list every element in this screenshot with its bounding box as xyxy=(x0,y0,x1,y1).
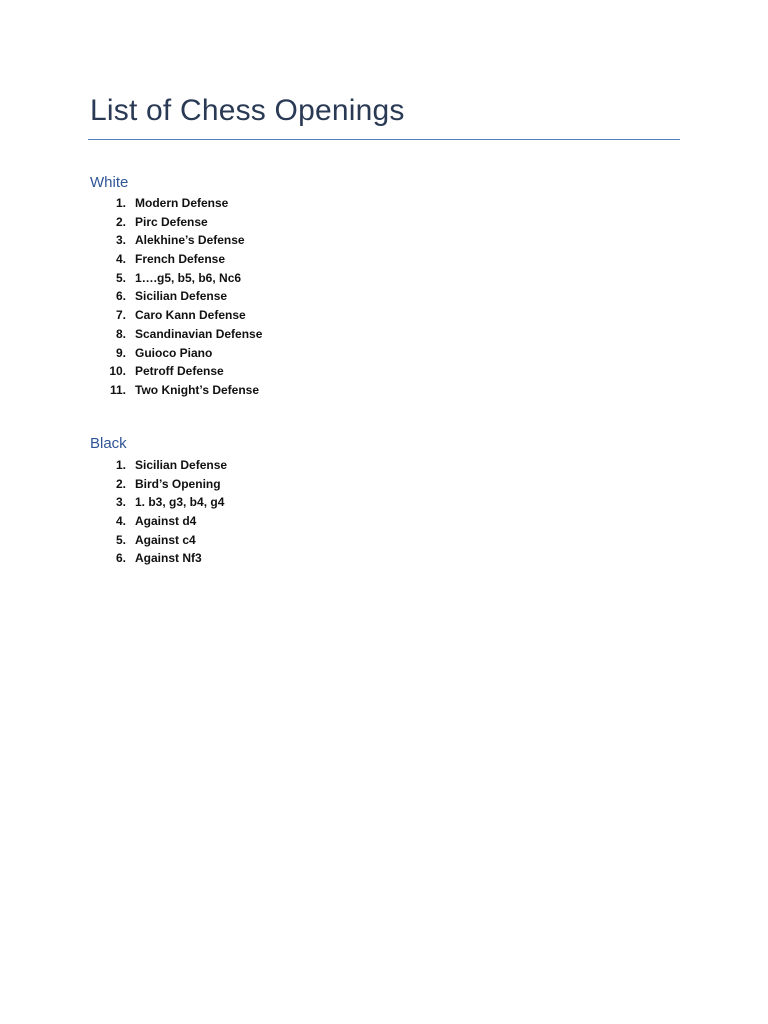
list-item-text: Sicilian Defense xyxy=(135,289,228,304)
list-item xyxy=(100,456,227,475)
list-item xyxy=(100,306,262,325)
list-item-text: 1. b3, g3, b4, g4 xyxy=(135,495,225,510)
list-number: 3. xyxy=(115,233,126,248)
list-number: 8. xyxy=(115,326,126,341)
list-number: 10. xyxy=(109,364,126,379)
list-item-text: Pirc Defense xyxy=(135,214,208,229)
list-item xyxy=(100,362,262,381)
list-item-text: Alekhine’s Defense xyxy=(135,233,245,248)
list-item-text: Against Nf3 xyxy=(135,551,202,566)
list-number: 6. xyxy=(115,551,126,566)
list-item-text: Against d4 xyxy=(135,514,197,529)
list-item xyxy=(100,381,262,400)
list-item xyxy=(100,475,227,494)
section-heading-black: Black xyxy=(90,435,127,452)
list-item xyxy=(100,344,262,363)
list-item-text: Petroff Defense xyxy=(135,364,224,379)
list-item-text: Against c4 xyxy=(135,532,196,547)
list-item-text: 1….g5, b5, b6, Nc6 xyxy=(135,270,242,285)
list-item-text: Sicilian Defense xyxy=(135,458,228,472)
list-number: 3. xyxy=(115,495,126,510)
list-number: 6. xyxy=(115,289,126,304)
title-underline xyxy=(88,139,680,140)
list-number: 7. xyxy=(115,308,126,323)
list-number: 2. xyxy=(115,476,126,491)
list-item xyxy=(100,531,227,550)
list-item-text: Caro Kann Defense xyxy=(135,308,246,323)
list-item xyxy=(100,549,227,568)
list-item-text: Guioco Piano xyxy=(135,345,213,360)
list-item-text: Modern Defense xyxy=(135,196,229,210)
list-number: 4. xyxy=(115,514,126,529)
list-item xyxy=(100,231,262,250)
list-number: 5. xyxy=(115,270,126,285)
list-item-text: French Defense xyxy=(135,252,226,267)
black-openings-list xyxy=(100,456,227,568)
list-number: 1. xyxy=(115,196,126,210)
list-item xyxy=(100,250,262,269)
list-number: 5. xyxy=(115,532,126,547)
list-item xyxy=(100,325,262,344)
list-number: 9. xyxy=(115,345,126,360)
list-item xyxy=(100,269,262,288)
list-item xyxy=(100,194,262,213)
list-item-text: Two Knight’s Defense xyxy=(135,382,260,397)
list-item xyxy=(100,213,262,232)
white-openings-list xyxy=(100,194,262,400)
list-number: 4. xyxy=(115,252,126,267)
list-item xyxy=(100,512,227,531)
list-item-text: Bird’s Opening xyxy=(135,476,221,491)
list-item xyxy=(100,493,227,512)
list-item xyxy=(100,287,262,306)
document-title: List of Chess Openings xyxy=(90,94,405,127)
list-number: 1. xyxy=(115,458,126,472)
list-number: 2. xyxy=(115,214,126,229)
list-number: 11. xyxy=(109,382,126,397)
list-item-text: Scandinavian Defense xyxy=(135,326,263,341)
section-heading-white: White xyxy=(90,174,129,191)
